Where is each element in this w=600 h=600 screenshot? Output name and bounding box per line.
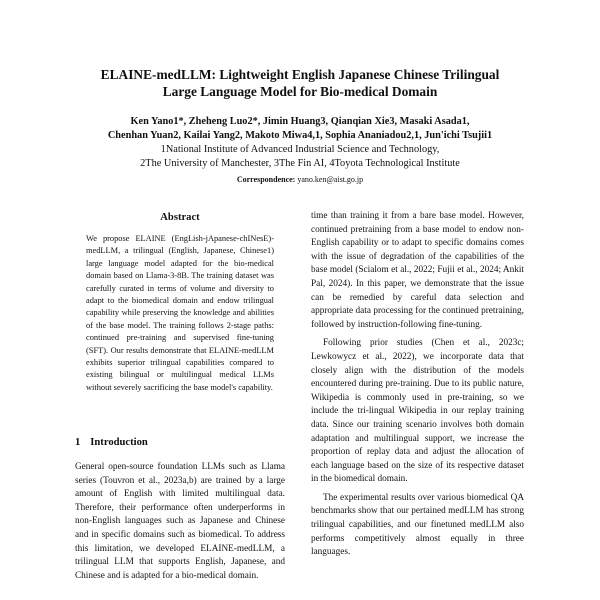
left-column-body xyxy=(75,461,285,588)
affiliation-line-2: 2The University of Manchester, 3The Fin AI, 4Toyota Technological Institute xyxy=(140,158,460,169)
correspondence-label: Correspondence: xyxy=(236,175,296,184)
author-list xyxy=(40,115,560,143)
title-line-1: ELAINE-medLLM: Lightweight English Japanese Chinese Trilingual xyxy=(100,67,500,82)
right-paragraph-1: time than training it from a bare base model. However, continued pretraining from a base model to endow non-English capability or to adapt to specific domains comes with the issue of degradation of the capabilities of the base model (Scialom et al., 2022; Fujii et al., 2024; Ankit Pal, 2024). In this paper, we demonstrate that the issue can be remedied by careful data selection and appropriate data processing for the continued pretraining, followed by instruction-following fine-tuning. xyxy=(311,211,524,330)
intro-paragraph-1: General open-source foundation LLMs such as Llama series (Touvron et al., 2023a,b) are trained by a large amount of English with limited multilingual data. Therefore, their performance often underperforms in non-English languages such as Japanese and Chinese and in specific domains such as biomedical. To address this limitation, we developed ELAINE-medLLM, a trilingual LLM that supports English, Japanese, and Chinese and is adapted for a bio-medical domain. xyxy=(75,462,285,581)
affiliation-line-1: 1National Institute of Advanced Industrial Science and Technology, xyxy=(160,144,440,155)
abstract-heading: Abstract xyxy=(160,212,200,223)
authors-line-2: Chenhan Yuan2, Kailai Yang2, Makoto Miwa4,1, Sophia Ananiadou2,1, Jun'ichi Tsujii1 xyxy=(107,130,493,141)
abstract-text: We propose ELAINE (EngLish-jApanese-chINesE)-medLLM, a trilingual (English, Japanese, Chinese1) large language model adapted for the bio-medical domain based on Llama-3-8B. The training dataset was carefully curated in terms of volume and diversity to adapt to the biomedical domain and endow trilingual capability while preserving the knowledge and abilities of the base model. The training follows 2-stage paths: continued pre-training and supervised fine-tuning (SFT). Our results demonstrate that ELAINE-medLLM exhibits superior trilingual capabilities compared to existing bilingual or multilingual medical LLMs without severely sacrificing the base model's capability. xyxy=(86,234,274,392)
section-title: Introduction xyxy=(90,437,148,448)
authors-line-1: Ken Yano1*, Zheheng Luo2*, Jimin Huang3, Qianqian Xie3, Masaki Asada1, xyxy=(130,116,470,127)
correspondence xyxy=(40,174,560,185)
title-line-2: Large Language Model for Bio-medical Domain xyxy=(162,84,438,99)
correspondence-email[interactable]: yano.ken@aist.go.jp xyxy=(297,175,364,184)
right-paragraph-3: The experimental results over various biomedical QA benchmarks show that our pertained medLLM has strong trilingual capabilities, and our finetuned medLLM also performs competitively almost equally in three languages. xyxy=(311,492,524,558)
paper-title xyxy=(40,66,560,100)
affiliations xyxy=(40,143,560,171)
right-column-body xyxy=(311,210,524,565)
section-number: 1 xyxy=(75,437,81,448)
right-paragraph-2: Following prior studies (Chen et al., 2023c; Lewkowycz et al., 2022), we incorporate data that closely align with the distribution of the models encountered during pre-training. Due to its public nature, Wikipedia is commonly used in pre-training, so we include the tri-lingual Wikipedia in our replay training data. Since our training scenario involves both domain adaptation and multilingual support, we increase the proportion of replay data and adjust the allocation of each language based on the size of its respective dataset in the biomedical domain. xyxy=(311,338,524,485)
section-heading-introduction xyxy=(75,437,148,448)
